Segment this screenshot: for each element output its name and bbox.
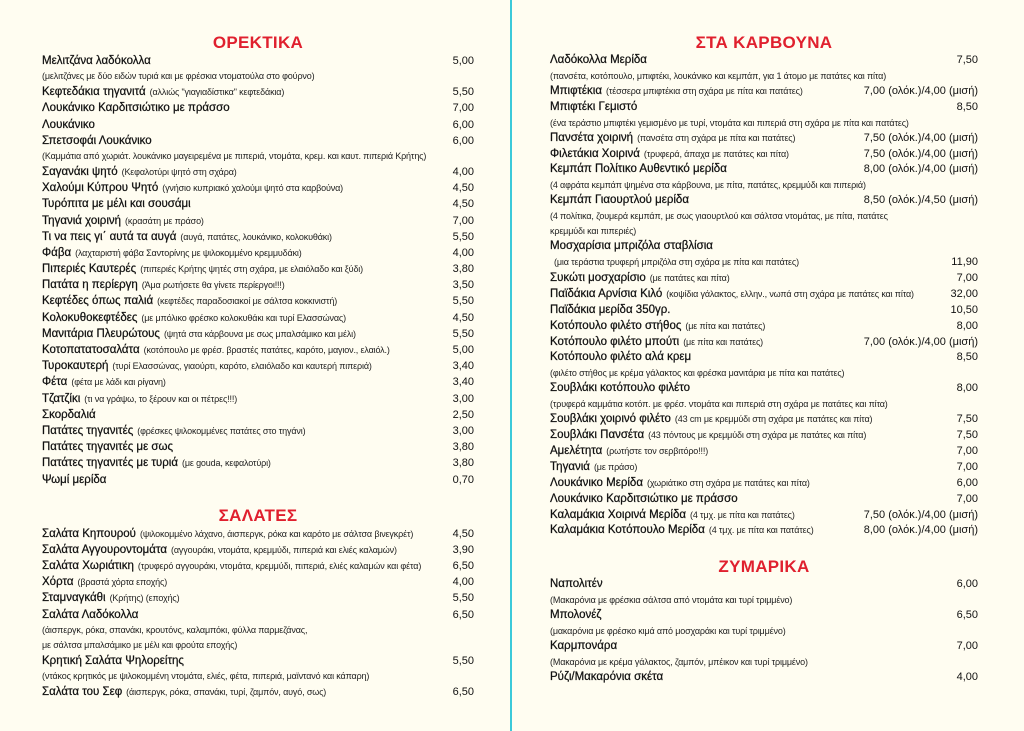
item-price: 7,50 (ολόκ.)/4,00 (μισή): [863, 147, 978, 160]
item-description: (άισπεργκ, ρόκα, σπανάκι, κρουτόνς, καλαμπόκι, φύλλα παρμεζάνας,: [42, 624, 308, 635]
item-name: Τζατζίκι: [42, 392, 81, 405]
menu-item: [550, 508, 978, 524]
menu-item: [550, 492, 978, 508]
item-price: 7,50: [956, 54, 978, 66]
item-price: 6,00: [452, 134, 474, 147]
item-price: 32,00: [950, 287, 978, 300]
item-description: (Καμμάτια από χωριάτ. λουκάνικο μαγειρεμένα με πιπεριά, ντομάτα, κρεμ. και καυτ. πιπεριά Κρήτης): [42, 150, 427, 161]
item-price: 8,00: [956, 382, 978, 395]
item-price: 8,50: [956, 100, 978, 113]
menu-item: [550, 53, 978, 69]
item-price: 8,00: [956, 319, 978, 332]
item-price: 7,00: [956, 460, 978, 473]
menu-item: [42, 293, 474, 309]
menu-item: [42, 455, 474, 471]
item-name: Σαλάτα Αγγουροντομάτα: [42, 543, 167, 556]
item-note: (43 πόντους με κρεμμύδι στη σχάρα με πατάτες και πίτα): [648, 430, 867, 441]
item-note: (αυγά, πατάτες, λουκάνικο, κολοκυθάκι): [180, 231, 332, 242]
menu-item: [550, 287, 978, 303]
menu-item: [42, 526, 474, 542]
item-note: (τρυφερό αγγουράκι, ντομάτα, κρεμμύδι, πιπεριά, ελιές καλαμών και φέτα): [137, 561, 422, 572]
item-name: Τυρόπιτα με μέλι και σουσάμι: [42, 198, 191, 211]
item-note: (μια τεράστια τρυφερή μπριζόλα στη σχάρα με πίτα και πατάτες): [554, 257, 799, 268]
menu-item: [42, 245, 474, 261]
section-title: ΟΡΕΚΤΙΚΑ: [212, 33, 304, 52]
item-note: (Άμα ρωτήσετε θα γίνετε περίεργοι!!!): [141, 280, 285, 291]
item-price: 4,00: [956, 671, 978, 684]
menu-item: [550, 255, 978, 271]
menu-item: [42, 358, 474, 374]
item-price: 5,50: [452, 592, 474, 605]
item-name: Κεφτέδες όπως παλιά: [42, 295, 154, 308]
item-price: 3,80: [452, 441, 474, 454]
item-name: Καλαμάκια Κοτόπουλο Μερίδα: [550, 524, 705, 537]
item-note: (κοψίδια γάλακτος, ελλην., νωπά στη σχάρα με πατάτες και πίτα): [666, 288, 914, 299]
menu-item: [550, 428, 978, 444]
item-price: 7,00 (ολόκ.)/4,00 (μισή): [863, 335, 978, 348]
item-name: Κεμπάπ Γιαουρτλού μερίδα: [550, 194, 689, 207]
item-name: Κεμπάπ Πολίτικο Αυθεντικό μερίδα: [550, 163, 727, 176]
item-price: 7,50: [956, 413, 978, 426]
item-name: Καλαμάκια Χοιρινά Μερίδα: [550, 508, 686, 521]
item-name: Κολοκυθοκεφτέδες: [42, 311, 138, 324]
item-name: Καρμπονάρα: [550, 640, 618, 653]
item-note: (πιπεριές Κρήτης ψητές στη σχάρα, με ελαιόλαδο και ξύδι): [140, 264, 364, 275]
item-name: Σαλάτα Λαδόκολλα: [42, 608, 139, 621]
item-price: 5,50: [452, 230, 474, 243]
item-price: 5,00: [452, 55, 474, 67]
item-price: 4,50: [452, 182, 474, 195]
menu-item: [550, 147, 978, 163]
item-price: 7,00: [452, 214, 474, 227]
item-name: Σαλάτα Χωριάτικη: [42, 560, 134, 573]
item-price: 4,00: [452, 576, 474, 589]
item-description: με σάλτσα μπαλσάμικο με μέλι και φρούτα εποχής): [42, 639, 238, 650]
item-note: (βραστά χόρτα εποχής): [77, 577, 168, 588]
item-price: 2,50: [452, 408, 474, 421]
item-price: 4,00: [452, 165, 474, 178]
menu-item: [550, 523, 978, 539]
item-price: 3,50: [452, 279, 474, 292]
item-note: (με μπόλικο φρέσκο κολοκυθάκι και τυρί Ελασσώνας): [141, 312, 346, 323]
item-price: 6,50: [452, 560, 474, 573]
menu-item: [42, 84, 474, 100]
item-price: 7,00: [956, 640, 978, 653]
item-name: Φιλετάκια Χοιρινά: [550, 147, 640, 160]
menu-item: [42, 100, 474, 116]
item-note: (ψητά στα κάρβουνα με σως μπαλσάμικο και μέλι): [163, 328, 356, 339]
item-name: Τι να πεις γι΄ αυτά τα αυγά: [42, 230, 177, 243]
item-description: (4 αφράτα κεμπάπ ψημένα στα κάρβουνα, με πίτα, πατάτες, κρεμμύδι και πιπεριά): [550, 180, 866, 191]
item-price: 5,50: [452, 654, 474, 667]
item-name: Λουκάνικο Μερίδα: [550, 476, 643, 489]
item-name: Πιπεριές Καυτερές: [42, 263, 137, 276]
menu-item: [42, 374, 474, 390]
item-description: (ντάκος κρητικός με ψιλοκομμένη ντομάτα, ελιές, φέτα, πιπεριά, μαϊντανό και κάπαρη): [42, 671, 370, 681]
menu-item: [42, 590, 474, 606]
menu-item: [42, 180, 474, 196]
section-title: ΖΥΜΑΡΙΚΑ: [718, 557, 810, 577]
item-price: 8,50 (ολόκ.)/4,50 (μισή): [863, 194, 978, 207]
item-price: 3,40: [452, 376, 474, 389]
menu-item: [550, 319, 978, 335]
item-description: (τρυφερά καμμάτια κοτόπ. με φρέσ. ντομάτα και πιπεριά στη σχάρα με πατάτες και πίτα): [550, 399, 888, 410]
item-note: (φέτα με λάδι και ρίγανη): [71, 377, 166, 388]
item-price: 4,50: [452, 527, 474, 540]
menu-item: [42, 439, 474, 455]
menu-item: [42, 133, 474, 149]
item-name: Λουκάνικο Καρδιτσιώτικο με πράσσο: [42, 102, 230, 115]
item-note: (κοτόπουλο με φρέσ. βραστές πατάτες, καρότο, μαγιον., ελαιόλ.): [143, 345, 390, 355]
menu-item: [550, 412, 978, 428]
menu-item: [42, 53, 474, 69]
item-price: 3,80: [452, 457, 474, 470]
section-title: ΣΑΛΑΤΕΣ: [218, 505, 298, 525]
item-name: Χόρτα: [42, 576, 74, 589]
item-note: (λαχταριστή φάβα Σαντορίνης με ψιλοκομμένο κρεμμυδάκι): [75, 247, 302, 258]
item-price: 8,00 (ολόκ.)/4,00 (μισή): [863, 163, 978, 176]
item-name: Σαλάτα του Σεφ: [42, 686, 123, 698]
menu-item: [42, 472, 474, 488]
menu-item: [42, 196, 474, 212]
item-price: 6,50: [956, 609, 978, 622]
item-price: 6,00: [452, 118, 474, 131]
item-note: (43 cm με κρεμμύδι στη σχάρα με πατάτες και πίτα): [674, 414, 873, 425]
menu-item: [550, 84, 978, 100]
menu-item: [42, 164, 474, 180]
menu-item: [42, 653, 474, 669]
item-name: Παϊδάκια Αρνίσια Κιλό: [550, 287, 663, 300]
item-description: (φιλέτο στήθος με κρέμα γάλακτος και φρέσκα μανιτάρια με πίτα και πατάτες): [550, 368, 845, 379]
item-name: Παϊδάκια μερίδα 350γρ.: [550, 303, 671, 316]
item-description: (ένα τεράστιο μπιφτέκι γεμισμένο με τυρί, ντομάτα και πιπεριά στη σχάρα με πίτα και πατάτες): [550, 117, 909, 128]
item-price: 11,90: [951, 256, 978, 269]
item-note: (χωριάτικο στη σχάρα με πατάτες και πίτα): [646, 477, 810, 488]
item-name: Τυροκαυτερή: [42, 360, 109, 373]
menu-item: [550, 444, 978, 460]
item-name: Λουκάνικο Καρδιτσιώτικο με πράσσο: [550, 492, 738, 505]
item-price: 5,00: [452, 344, 474, 356]
item-name: Σταμναγκάθι: [42, 592, 106, 605]
item-note: (τυρί Ελασσώνας, γιαούρτι, καρότο, ελαιόλαδο και καυτερή πιπεριά): [112, 361, 372, 372]
menu-item: [550, 193, 978, 209]
item-name: Πατάτες τηγανιτές με σως: [42, 441, 174, 454]
item-name: Πατάτες τηγανιτές με τυριά: [42, 457, 178, 470]
item-name: Μπιφτέκι Γεμιστό: [550, 100, 638, 113]
item-note: (Κεφαλοτύρι ψητό στη σχάρα): [121, 166, 237, 177]
item-note: (γνήσιο κυπριακό χαλούμι ψητό στα καρβούνα): [162, 183, 344, 194]
item-name: Κοτόπουλο φιλέτο μπούτι: [550, 335, 680, 348]
item-name: Κρητική Σαλάτα Ψηλορείτης: [42, 654, 184, 667]
item-description: (4 πολίτικα, ζουμερά κεμπάπ, με σως γιαουρτλού και σάλτσα ντομάτας, με πίτα, πατάτες: [550, 211, 888, 222]
menu-item: [42, 277, 474, 293]
item-note: (αγγουράκι, ντομάτα, κρεμμύδι, πιπεριά και ελιές καλαμών): [170, 544, 397, 555]
item-price: 4,50: [452, 198, 474, 211]
item-price: 5,50: [452, 86, 474, 99]
item-price: 6,00: [956, 476, 978, 489]
menu-item: [550, 577, 978, 593]
menu-item: [550, 476, 978, 492]
item-note: (με πράσο): [593, 461, 638, 472]
item-note: (τρυφερά, άπαχα με πατάτες και πίτα): [643, 148, 789, 159]
menu-item: [550, 381, 978, 397]
page-divider: [510, 0, 512, 731]
item-note: (κρασάτη με πράσο): [125, 215, 204, 226]
item-name: Λουκάνικο: [42, 118, 95, 131]
item-description: κρεμμύδι και πιπεριές): [550, 226, 637, 237]
item-price: 7,00: [956, 492, 978, 505]
item-description: (Μακαρόνια με φρέσκια σάλτσα από ντομάτα και τυρί τριμμένο): [550, 595, 793, 606]
item-name: Σκορδαλιά: [42, 408, 96, 421]
item-price: 3,00: [452, 392, 474, 405]
menu-item: [42, 684, 474, 700]
item-price: 7,50: [956, 429, 978, 442]
item-price: 7,50 (ολόκ.)/4,00 (μισή): [863, 131, 978, 144]
item-note: (ψιλοκομμένο λάχανο, άισπεργκ, ρόκα και καρότο με σάλτσα βινεγκρέτ): [139, 528, 414, 539]
menu-item: [42, 423, 474, 439]
section-gap: [42, 488, 474, 506]
menu-item: [550, 608, 978, 624]
item-price: 8,50: [956, 351, 978, 364]
menu-item: [42, 261, 474, 277]
item-name: Χαλούμι Κύπρου Ψητό: [42, 182, 159, 195]
item-note: (4 τμχ. με πίτα και πατάτες): [708, 525, 814, 536]
menu-item: [550, 670, 978, 686]
item-name: Σαγανάκι ψητό: [42, 165, 118, 178]
item-name: Ναπολιτέν: [550, 578, 603, 591]
item-name: Σουβλάκι χοιρινό φιλέτο: [550, 413, 671, 426]
item-name: Πανσέτα χοιρινή: [550, 131, 634, 144]
item-name: Μπολονέζ: [550, 609, 602, 622]
item-name: Λαδόκολλα Μερίδα: [550, 54, 647, 66]
item-name: Φάβα: [42, 246, 72, 259]
item-note: (άισπεργκ, ρόκα, σπανάκι, τυρί, ζαμπόν, αυγό, σως): [126, 687, 327, 697]
item-price: 5,50: [452, 295, 474, 308]
menu-item: [550, 639, 978, 655]
item-name: Μανιτάρια Πλευρώτους: [42, 327, 160, 340]
menu-item: [550, 460, 978, 476]
item-note: (με πίτα και πατάτες): [683, 336, 764, 347]
item-note: (με πίτα και πατάτες): [685, 320, 766, 331]
item-name: Κεφτεδάκια τηγανιτά: [42, 86, 146, 99]
item-name: Πατάτες τηγανιτές: [42, 424, 134, 437]
item-name: Σπετσοφάι Λουκάνικο: [42, 134, 152, 147]
item-note: (αλλιώς "γιαγιαδίστικα" κεφτεδάκια): [149, 87, 285, 98]
item-name: Ψωμί μερίδα: [42, 473, 107, 486]
item-name: Κοτοπατατοσαλάτα: [42, 344, 140, 356]
menu-item: [550, 239, 978, 255]
item-name: Πατάτα η περίεργη: [42, 279, 138, 292]
item-name: Μπιφτέκια: [550, 84, 602, 97]
item-note: (φρέσκες ψιλοκομμένες πατάτες στο τηγάνι): [137, 425, 306, 436]
item-note: (πανσέτα στη σχάρα με πίτα και πατάτες): [637, 132, 796, 143]
menu-item: [550, 131, 978, 147]
menu-item: [42, 229, 474, 245]
item-price: 6,50: [452, 608, 474, 621]
menu-item: [42, 342, 474, 358]
section-title: ΣΤΑ ΚΑΡΒΟΥΝΑ: [695, 33, 833, 52]
item-price: 5,50: [452, 327, 474, 340]
item-price: 3,90: [452, 543, 474, 556]
item-price: 7,50 (ολόκ.)/4,00 (μισή): [863, 508, 978, 521]
item-price: 3,40: [452, 360, 474, 373]
item-name: Μελιτζάνα λαδόκολλα: [42, 55, 151, 67]
item-name: Σαλάτα Κηπουρού: [42, 527, 136, 540]
menu-item: [42, 326, 474, 342]
item-price: 4,50: [452, 311, 474, 324]
item-note: (με gouda, κεφαλοτύρι): [181, 458, 271, 469]
menu-item: [550, 162, 978, 178]
item-description: (πανσέτα, κοτόπουλο, μπιφτέκι, λουκάνικο και κεμπάπ, για 1 άτομο με πατάτες και πίτα): [550, 70, 887, 81]
item-note: (με πατάτες και πίτα): [649, 273, 730, 284]
item-note: (κεφτέδες παραδοσιακοί με σάλτσα κοκκινιστή): [157, 296, 338, 307]
menu-page-left: [42, 33, 474, 700]
item-name: Κοτόπουλο φιλέτο στήθος: [550, 319, 682, 332]
menu-item: [42, 607, 474, 623]
item-price: 6,00: [956, 578, 978, 591]
item-note: (ρωτήστε τον σερβιτόρο!!!): [606, 446, 709, 457]
item-description: (μελιτζάνες με δύο ειδών τυριά και με φρέσκια ντοματούλα στο φούρνο): [42, 71, 315, 82]
item-note: (τι να γράψω, το ξέρουν και οι πέτρες!!!): [84, 393, 238, 404]
menu-item: [550, 271, 978, 287]
item-price: 10,50: [950, 303, 978, 316]
menu-item: [42, 558, 474, 574]
item-note: (τέσσερα μπιφτέκια στη σχάρα με πίτα και πατάτες): [606, 85, 803, 96]
menu-item: [42, 391, 474, 407]
item-name: Ρύζι/Μακαρόνια σκέτα: [550, 671, 664, 684]
menu-item: [550, 350, 978, 366]
item-name: Μοσχαρίσια μπριζόλα σταβλίσια: [550, 240, 713, 253]
item-description: (Μακαρόνια με κρέμα γάλακτος, ζαμπόν, μπέικον και τυρί τριμμένο): [550, 657, 808, 668]
item-description: (μακαρόνια με φρέσκο κιμά από μοσχαράκι και τυρί τριμμένο): [550, 626, 786, 637]
item-price: 4,00: [452, 246, 474, 259]
item-name: Συκώτι μοσχαρίσιο: [550, 272, 646, 285]
item-name: Σουβλάκι Πανσέτα: [550, 429, 645, 442]
menu-item: [42, 310, 474, 326]
section-gap: [550, 539, 978, 557]
item-price: 7,00: [956, 445, 978, 458]
item-name: Φέτα: [42, 376, 68, 389]
item-price: 3,00: [452, 424, 474, 437]
menu-page-right: [550, 33, 978, 686]
item-price: 6,50: [452, 686, 474, 698]
menu-item: [550, 100, 978, 116]
item-price: 3,80: [452, 263, 474, 276]
item-price: 7,00: [452, 102, 474, 115]
item-name: Τηγανιά: [550, 460, 590, 473]
menu-item: [550, 303, 978, 319]
menu-item: [42, 407, 474, 423]
menu-item: [42, 117, 474, 133]
item-note: (Κρήτης) (εποχής): [109, 593, 180, 604]
item-price: 0,70: [452, 473, 474, 486]
item-price: 7,00: [956, 272, 978, 285]
item-name: Σουβλάκι κοτόπουλο φιλέτο: [550, 382, 691, 395]
menu-item: [42, 542, 474, 558]
item-name: Αμελέτητα: [550, 445, 603, 458]
menu-item: [42, 574, 474, 590]
item-name: Κοτόπουλο φιλέτο αλά κρεμ: [550, 351, 692, 364]
menu-item: [550, 335, 978, 351]
menu-item: [42, 213, 474, 229]
item-note: (4 τμχ. με πίτα και πατάτες): [690, 509, 795, 520]
item-name: Τηγανιά χοιρινή: [42, 214, 122, 227]
item-price: 8,00 (ολόκ.)/4,00 (μισή): [863, 524, 978, 537]
item-price: 7,00 (ολόκ.)/4,00 (μισή): [863, 84, 978, 97]
